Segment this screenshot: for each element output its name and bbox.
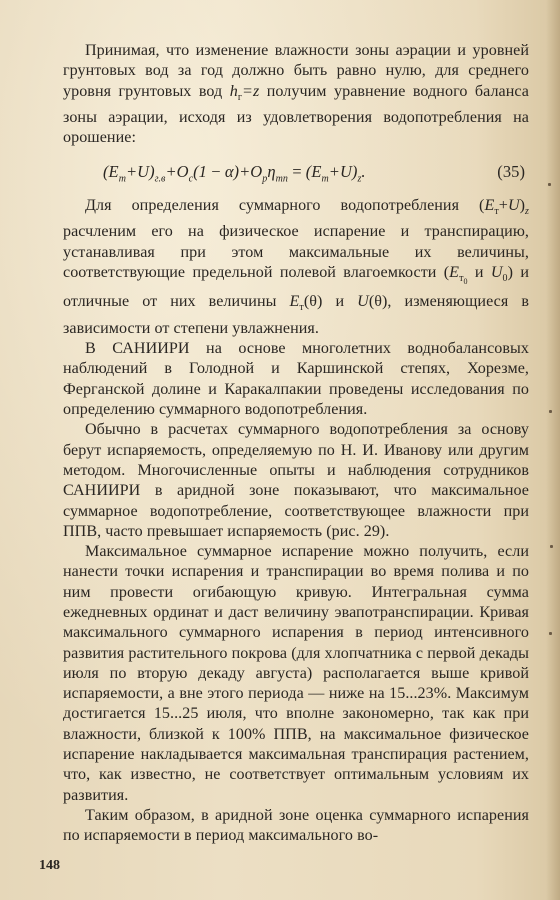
paragraph-5: Максимальное суммарное испарение можно получить, если нанести точки испарения и транспирации во время полива и по ним провести огибающую кривую. Интегральная сумма ежедневных ординат и даст величину эвапотранспирации. Кривая максимального суммарного испарения в период интенсивного развития растительного покрова (для хлопчатника с первой декады июля по вторую декаду августа) располагается выше кривой испаряемости, а вне этого периода — ниже на 15...23%. Максимум достигается 15...25 июля, что вполне закономерно, так как при влажности, близкой к 100% ППВ, на максимальное физическое испарение накладывается максимальная транспирация растением, что, как известно, не соответствует оптимальным условиям их развития. bbox=[63, 543, 529, 804]
margin-speck bbox=[549, 632, 552, 635]
paragraph-4: Обычно в расчетах суммарного водопотребления за основу берут испаряемость, определяемую по Н. И. Иванову или другим методом. Многочисленные опыты и наблюдения сотрудников САНИИРИ в аридной зоне показывают, что максимальное суммарное водопотребление, соответствующее влажности при ППВ, часто превышает испаряемость (рис. 29). bbox=[63, 421, 529, 540]
equation-number: (35) bbox=[497, 161, 525, 181]
paragraph-3: В САНИИРИ на основе многолетних воднобалансовых наблюдений в Голодной и Каршинской степях, Хорезме, Ферганской долине и Каракалпакии проведены исследования по определению суммарного водопотребления. bbox=[63, 340, 529, 419]
page-number: 148 bbox=[39, 858, 60, 873]
paragraph-6: Таким образом, в аридной зоне оценка суммарного испарения по испаряемости в период максимального во- bbox=[63, 806, 529, 845]
margin-speck bbox=[548, 183, 551, 186]
equation-expression: $(E_т+U)_{г.в}+O_с(1 - \alpha)+O_р\eta_{mn} = (E_т+U)_z$. bbox=[103, 161, 366, 184]
paragraph-2: Для определения суммарного водопотребления $(E_т+U)_z$ расчленим его на физическое испарение и транспирацию, устанавливая при этом максимальные их величины, соответствующие предельной полевой влагоемкости ($E_{т_0}$ и $U_0$) и отличные от них величины $E_т(\theta)$ и U(θ), изменяющиеся в зависимости от степени увлажнения. bbox=[63, 196, 530, 337]
equation-35 bbox=[63, 162, 529, 184]
margin-speck bbox=[550, 545, 553, 548]
paragraph-1: Принимая, что изменение влажности зоны аэрации и уровней грунтовых вод за год должно быть равно нулю, для среднего уровня грунтовых вод $h_г=z$ получим уравнение водного баланса зоны аэрации, исходя из удовлетворения водопотребления на орошение: bbox=[63, 42, 529, 147]
body-text bbox=[63, 41, 529, 847]
margin-speck bbox=[549, 410, 552, 413]
page-edge-shadow bbox=[546, 0, 560, 900]
